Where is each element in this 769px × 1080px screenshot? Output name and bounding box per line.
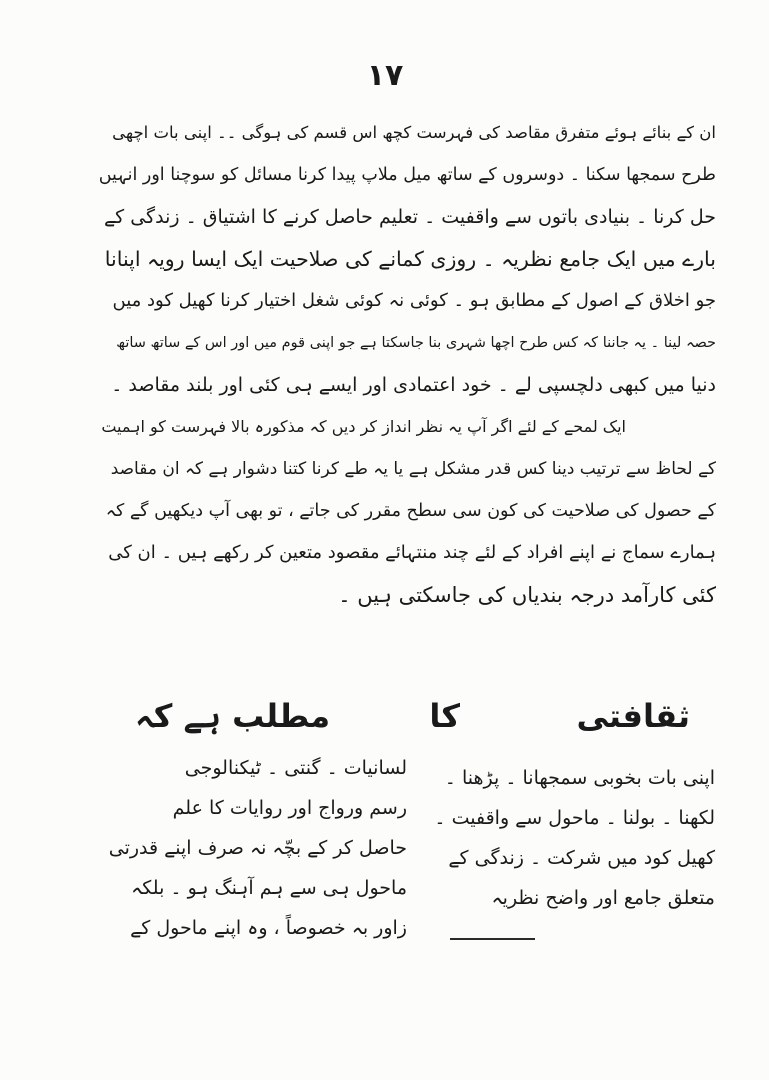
right-column [410,758,715,918]
text-line: ہمارے سماج نے اپنے افراد کے لئے چند منتہائے مقصود متعین کر رکھے ہیں ۔ ان کی [108,542,716,563]
text-line: کے لحاظ سے ترتیب دینا کس قدر مشکل ہے یا یہ طے کرنا کتنا دشوار ہے کہ ان مقاصد [110,459,716,479]
text-line: جو اخلاق کے اصول کے مطابق ہو ۔ کوئی نہ کوئی شغل اختیار کرنا کھیل کود میں [112,290,716,311]
page-number: ۱۷ [366,58,404,93]
heading-word-thaqafati: ثقافتی [576,697,690,735]
text-line: ان کے بنائے ہوئے متفرق مقاصد کی فہرست کچھ اس قسم کی ہوگی ۔۔ اپنی بات اچھی [112,123,716,142]
underline-rule [450,938,535,940]
column-line: زاور بہ خصوصاً ، وہ اپنے ماحول کے [130,917,407,939]
text-line: ایک لمحے کے لئے اگر آپ یہ نظر انداز کر دیں کہ مذکورہ بالا فہرست کو اہمیت [101,417,626,436]
text-line: حصہ لینا ۔ یہ جاننا کہ کس طرح اچھا شہری بنا جاسکتا ہے جو اپنی قوم میں اور اس کے ساتھ ساتھ [116,335,716,351]
body-text [98,112,716,616]
column-line: رسم ورواج اور روایات کا علم [172,797,407,819]
paragraph-2 [98,406,716,616]
text-line: کئی کارآمد درجہ بندیاں کی جاسکتی ہیں ۔ [338,583,716,607]
text-line: حل کرنا ۔ بنیادی باتوں سے واقفیت ۔ تعلیم حاصل کرنے کا اشتیاق ۔ زندگی کے [104,206,716,228]
left-column [92,748,407,948]
column-line: اپنی بات بخوبی سمجھانا ۔ پڑھنا ۔ [444,767,715,789]
text-line: بارے میں ایک جامع نظریہ ۔ روزی کمانے کی صلاحیت ایک ایسا رویہ اپنانا [104,247,716,271]
column-line: حاصل کر کے بچّہ نہ صرف اپنے قدرتی [108,837,407,859]
heading-word-ka: کا [429,697,460,735]
column-line: کھیل کود میں شرکت ۔ زندگی کے [448,847,715,869]
column-line: متعلق جامع اور واضح نظریہ [491,887,715,909]
text-line: کے حصول کی صلاحیت کی کون سی سطح مقرر کی جاتے ، تو بھی آپ دیکھیں گے کہ [105,501,716,521]
column-line: ماحول ہی سے ہم آہنگ ہو ۔ بلکہ [131,877,407,899]
heading-word-matlab: مطلب ہے کہ [134,697,330,735]
column-line: لسانیات ۔ گنتی ۔ ٹیکنالوجی [184,757,407,779]
paragraph-1 [98,112,716,406]
section-heading [130,690,690,746]
column-line: لکھنا ۔ بولنا ۔ ماحول سے واقفیت ۔ [434,807,715,829]
text-line: دنیا میں کبھی دلچسپی لے ۔ خود اعتمادی اور ایسے ہی کئی اور بلند مقاصد ۔ [111,374,716,396]
text-line: طرح سمجھا سکنا ۔ دوسروں کے ساتھ میل ملاپ پیدا کرنا مسائل کو سوچنا اور انہیں [98,165,716,185]
